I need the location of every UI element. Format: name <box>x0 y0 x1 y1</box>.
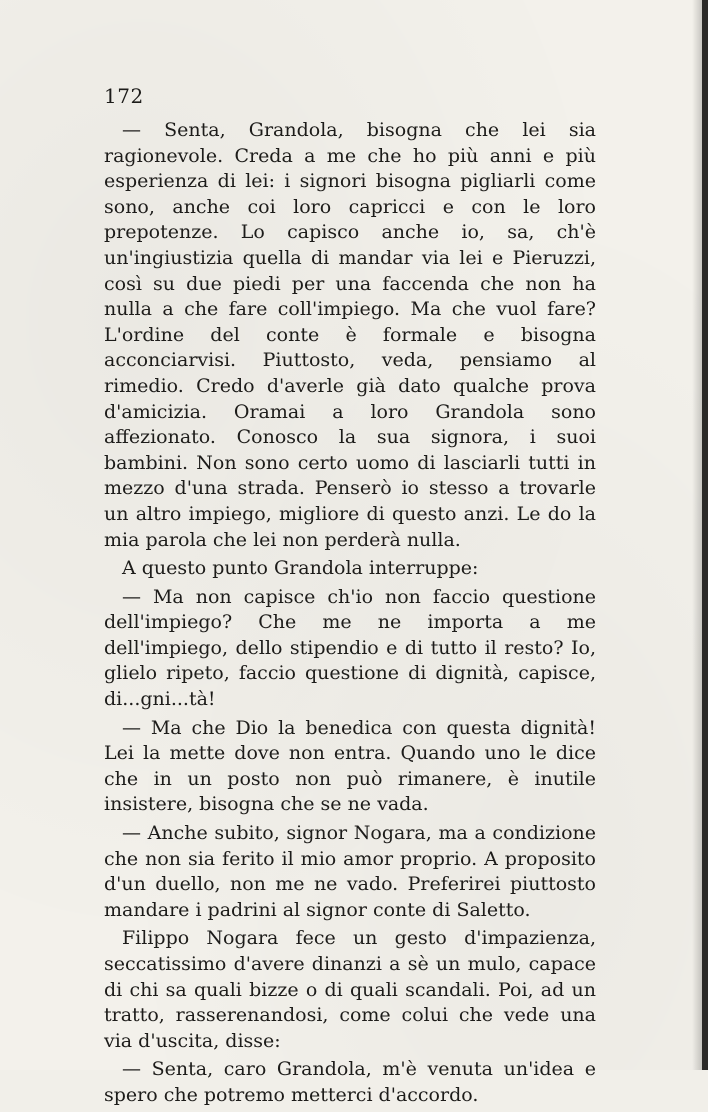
paragraph: A questo punto Grandola interruppe: <box>122 557 479 580</box>
body-text <box>104 118 596 1112</box>
paragraph: — Anche subito, signor Nogara, ma a condizione che non sia ferito il mio amor proprio. A proposito d'un duello, non me ne vado. Preferirei piuttosto mandare i padrini al signor conte di Saletto. <box>104 822 596 921</box>
page-gutter-shadow <box>692 0 702 1070</box>
paragraph: — Senta, Grandola, bisogna che lei sia ragionevole. Creda a me che ho più anni e più esperienza di lei: i signori bisogna pigliarli come sono, anche coi loro capricci e con le loro prepotenze. Lo capisco anche io, sa, ch'è un'ingiustizia quella di mandar via lei e Pieruzzi, così su due piedi per una faccenda che non ha nulla a che fare coll'impiego. Ma che vuol fare? L'ordine del conte è formale e bisogna acconciarvisi. Piuttosto, veda, pensiamo al rimedio. Credo d'averle già dato qualche prova d'amicizia. Oramai a loro Grandola sono affezionato. Conosco la sua signora, i suoi bambini. Non sono certo uomo di lasciarli tutti in mezzo d'una strada. Penserò io stesso a trovarle un altro impiego, migliore di questo anzi. Le do la mia parola che lei non perderà nulla. <box>104 119 596 551</box>
paragraph: — Senta, caro Grandola, m'è venuta un'idea e spero che potremo metterci d'accordo. <box>104 1058 596 1106</box>
page-edge <box>702 0 708 1070</box>
page-number: 172 <box>104 84 144 108</box>
paragraph: Filippo Nogara fece un gesto d'impazienza, seccatissimo d'avere dinanzi a sè un mulo, capace di chi sa quali bizze o di quali scandali. Poi, ad un tratto, rasserenandosi, come colui che vede una via d'uscita, disse: <box>104 927 596 1052</box>
paragraph: — Ma non capisce ch'io non faccio questione dell'impiego? Che me ne importa a me dell'impiego, dello stipendio e di tutto il resto? Io, glielo ripeto, faccio questione di dignità, capisce, di...gni...tà! <box>104 585 596 711</box>
paragraph: — Ma che Dio la benedica con questa dignità! Lei la mette dove non entra. Quando uno le dice che in un posto non può rimanere, è inutile insistere, bisogna che se ne vada. <box>104 716 596 816</box>
